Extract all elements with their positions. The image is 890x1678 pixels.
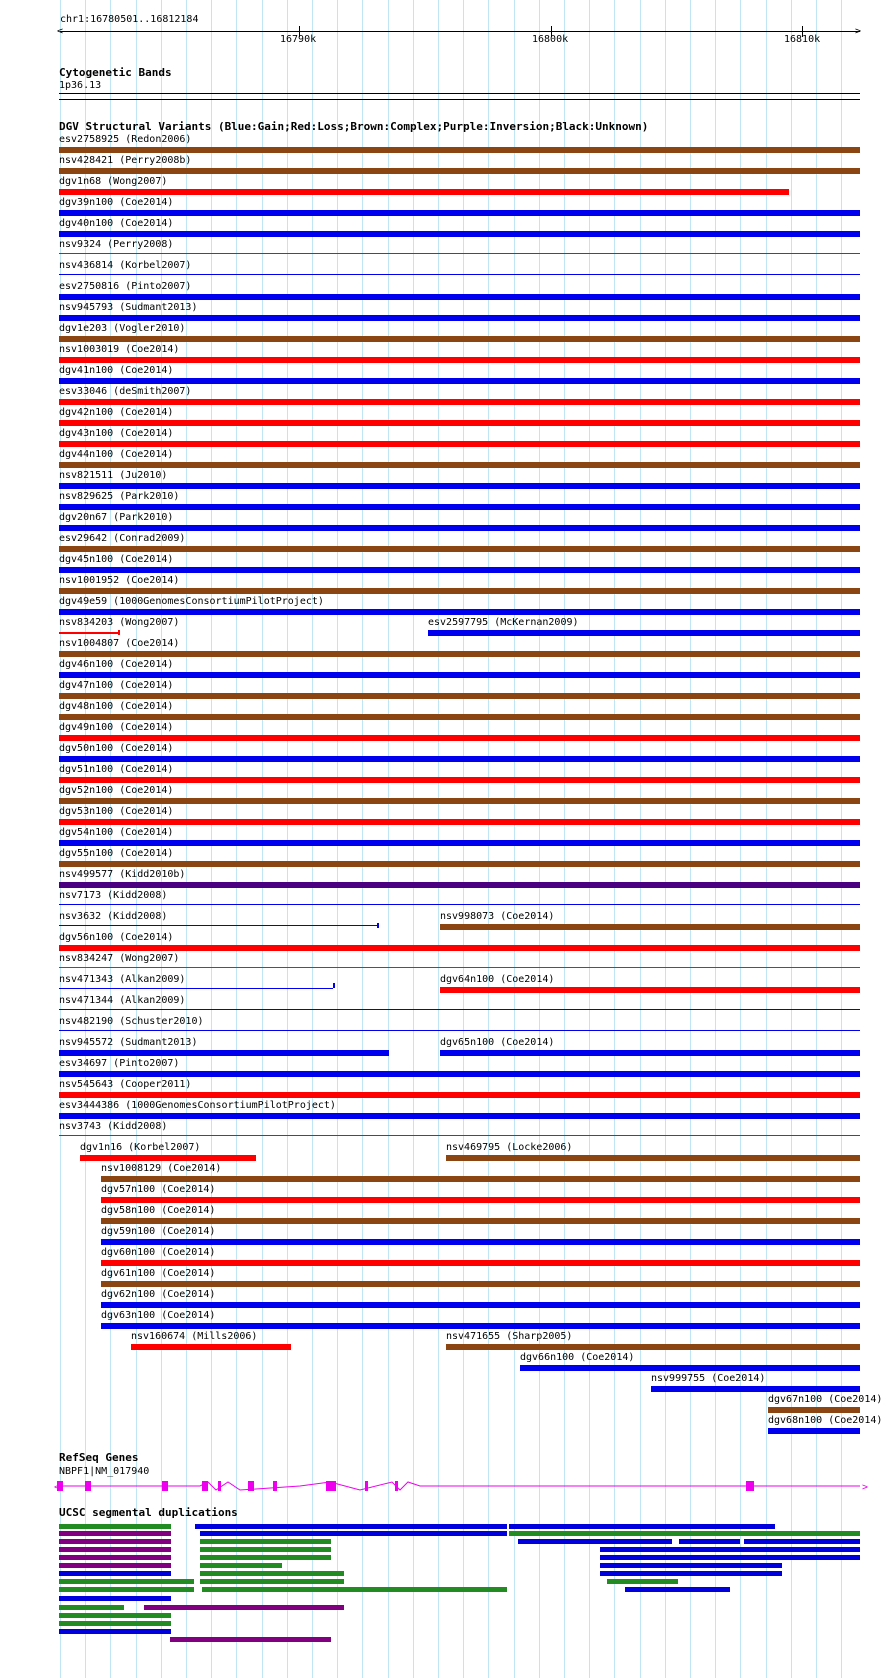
segdup-bar[interactable]	[59, 1613, 171, 1618]
segdup-bar[interactable]	[200, 1563, 282, 1568]
variant-label[interactable]: nsv834247 (Wong2007)	[59, 953, 180, 964]
gene-exon	[202, 1481, 208, 1491]
variant-label[interactable]: dgv46n100 (Coe2014)	[59, 659, 174, 670]
variant-label[interactable]: dgv63n100 (Coe2014)	[101, 1310, 216, 1321]
segdup-bar[interactable]	[144, 1605, 344, 1610]
track-title: Cytogenetic Bands	[59, 66, 172, 79]
variant-label[interactable]: dgv61n100 (Coe2014)	[101, 1268, 216, 1279]
variant-label[interactable]: nsv834203 (Wong2007)	[59, 617, 180, 628]
variant-label[interactable]: esv34697 (Pinto2007)	[59, 1058, 180, 1069]
segdup-bar[interactable]	[200, 1571, 344, 1576]
variant-label[interactable]: dgv65n100 (Coe2014)	[440, 1037, 555, 1048]
variant-label[interactable]: nsv428421 (Perry2008b)	[59, 155, 192, 166]
ruler-right-arrow-icon: >	[855, 26, 862, 37]
segdup-bar[interactable]	[600, 1571, 782, 1576]
variant-label[interactable]: esv2597795 (McKernan2009)	[428, 617, 579, 628]
gene-exon	[85, 1481, 91, 1491]
segdup-bar[interactable]	[59, 1596, 171, 1601]
ruler-tick-label: 16790k	[280, 34, 317, 45]
gene-label[interactable]: NBPF1|NM_017940	[59, 1466, 150, 1477]
variant-label[interactable]: dgv41n100 (Coe2014)	[59, 365, 174, 376]
variant-label[interactable]: dgv50n100 (Coe2014)	[59, 743, 174, 754]
segdup-bar[interactable]	[59, 1621, 171, 1626]
variant-label[interactable]: esv33046 (deSmith2007)	[59, 386, 192, 397]
variant-label[interactable]: esv29642 (Conrad2009)	[59, 533, 186, 544]
track-title: DGV Structural Variants (Blue:Gain;Red:Loss;Brown:Complex;Purple:Inversion;Black:Unknown)	[59, 120, 649, 133]
variant-label[interactable]: dgv1n68 (Wong2007)	[59, 176, 168, 187]
variant-label[interactable]: dgv42n100 (Coe2014)	[59, 407, 174, 418]
variant-label[interactable]: dgv47n100 (Coe2014)	[59, 680, 174, 691]
variant-label[interactable]: dgv56n100 (Coe2014)	[59, 932, 174, 943]
variant-label[interactable]: nsv821511 (Ju2010)	[59, 470, 168, 481]
variant-label[interactable]: dgv52n100 (Coe2014)	[59, 785, 174, 796]
variant-label[interactable]: esv3444386 (1000GenomesConsortiumPilotProject)	[59, 1100, 336, 1111]
variant-label[interactable]: nsv482190 (Schuster2010)	[59, 1016, 204, 1027]
variant-label[interactable]: dgv49e59 (1000GenomesConsortiumPilotProject)	[59, 596, 324, 607]
gene-exon	[326, 1481, 336, 1491]
variant-label[interactable]: nsv9324 (Perry2008)	[59, 239, 174, 250]
variant-label[interactable]: dgv57n100 (Coe2014)	[101, 1184, 216, 1195]
segdup-bar[interactable]	[679, 1539, 740, 1544]
variant-label[interactable]: dgv60n100 (Coe2014)	[101, 1247, 216, 1258]
variant-label[interactable]: nsv998073 (Coe2014)	[440, 911, 555, 922]
ruler-tick-label: 16810k	[784, 34, 821, 45]
variant-label[interactable]: nsv1001952 (Coe2014)	[59, 575, 180, 586]
gene-exon	[273, 1481, 277, 1491]
segdup-bar[interactable]	[59, 1547, 171, 1552]
variant-label[interactable]: nsv1004807 (Coe2014)	[59, 638, 180, 649]
segdup-bar[interactable]	[200, 1539, 331, 1544]
ruler-left-arrow-icon: <	[57, 26, 64, 37]
segdup-bar[interactable]	[744, 1539, 860, 1544]
segdup-bar[interactable]	[59, 1579, 194, 1584]
variant-label[interactable]: nsv999755 (Coe2014)	[651, 1373, 766, 1384]
segdup-bar[interactable]	[200, 1547, 331, 1552]
variant-label[interactable]: dgv62n100 (Coe2014)	[101, 1289, 216, 1300]
variant-label[interactable]: nsv499577 (Kidd2010b)	[59, 869, 186, 880]
variant-label[interactable]: nsv945793 (Sudmant2013)	[59, 302, 198, 313]
variant-label[interactable]: nsv471343 (Alkan2009)	[59, 974, 186, 985]
gene-strand-arrow-icon: >	[862, 1482, 869, 1493]
variant-label[interactable]: dgv55n100 (Coe2014)	[59, 848, 174, 859]
variant-label[interactable]: dgv68n100 (Coe2014)	[768, 1415, 883, 1426]
variant-label[interactable]: dgv54n100 (Coe2014)	[59, 827, 174, 838]
segdup-bar[interactable]	[59, 1524, 171, 1529]
variant-label[interactable]: dgv58n100 (Coe2014)	[101, 1205, 216, 1216]
variant-label[interactable]: dgv39n100 (Coe2014)	[59, 197, 174, 208]
segdup-bar[interactable]	[200, 1555, 331, 1560]
track-title: UCSC segmental duplications	[59, 1506, 238, 1519]
variant-label[interactable]: esv2750816 (Pinto2007)	[59, 281, 192, 292]
segdup-bar[interactable]	[600, 1563, 782, 1568]
variant-label[interactable]: esv2758925 (Redon2006)	[59, 134, 192, 145]
variant-label[interactable]: nsv1003019 (Coe2014)	[59, 344, 180, 355]
variant-label[interactable]: nsv436814 (Korbel2007)	[59, 260, 192, 271]
band-label: 1p36.13	[59, 80, 102, 91]
variant-label[interactable]: nsv3743 (Kidd2008)	[59, 1121, 168, 1132]
variant-label[interactable]: dgv44n100 (Coe2014)	[59, 449, 174, 460]
segdup-bar[interactable]	[518, 1539, 672, 1544]
gene-exon	[248, 1481, 254, 1491]
variant-label[interactable]: nsv3632 (Kidd2008)	[59, 911, 168, 922]
gene-exon	[395, 1481, 398, 1491]
variant-label[interactable]: nsv471344 (Alkan2009)	[59, 995, 186, 1006]
gene-exon	[746, 1481, 754, 1491]
variant-label[interactable]: dgv48n100 (Coe2014)	[59, 701, 174, 712]
segdup-bar[interactable]	[59, 1605, 124, 1610]
variant-label[interactable]: dgv40n100 (Coe2014)	[59, 218, 174, 229]
segdup-bar[interactable]	[59, 1629, 171, 1634]
variant-label[interactable]: nsv471655 (Sharp2005)	[446, 1331, 573, 1342]
variant-label[interactable]: dgv1n16 (Korbel2007)	[80, 1142, 201, 1153]
variant-label[interactable]: nsv1008129 (Coe2014)	[101, 1163, 222, 1174]
ruler-tick-label: 16800k	[532, 34, 569, 45]
segdup-bar[interactable]	[509, 1531, 860, 1536]
segdup-bar[interactable]	[59, 1555, 171, 1560]
variant-label[interactable]: dgv64n100 (Coe2014)	[440, 974, 555, 985]
variant-label[interactable]: dgv66n100 (Coe2014)	[520, 1352, 635, 1363]
variant-label[interactable]: dgv53n100 (Coe2014)	[59, 806, 174, 817]
variant-label[interactable]: nsv469795 (Locke2006)	[446, 1142, 573, 1153]
segdup-bar[interactable]	[59, 1531, 171, 1536]
variant-label[interactable]: nsv7173 (Kidd2008)	[59, 890, 168, 901]
gene-strand-arrow-icon: <	[54, 1482, 61, 1493]
variant-label[interactable]: dgv67n100 (Coe2014)	[768, 1394, 883, 1405]
segdup-bar[interactable]	[607, 1579, 678, 1584]
segdup-bar[interactable]	[625, 1587, 730, 1592]
segdup-bar[interactable]	[200, 1531, 507, 1536]
segdup-bar[interactable]	[170, 1637, 331, 1642]
gene-exon	[218, 1481, 221, 1491]
track-title: RefSeq Genes	[59, 1451, 139, 1464]
variant-label[interactable]: dgv51n100 (Coe2014)	[59, 764, 174, 775]
segdup-bar[interactable]	[509, 1524, 775, 1529]
segdup-bar[interactable]	[600, 1555, 860, 1560]
position-label: chr1:16780501..16812184	[60, 14, 199, 25]
segdup-bar[interactable]	[59, 1563, 171, 1568]
gene-exon	[365, 1481, 368, 1491]
segdup-bar[interactable]	[200, 1579, 344, 1584]
variant-label[interactable]: nsv945572 (Sudmant2013)	[59, 1037, 198, 1048]
gene-exon	[162, 1481, 168, 1491]
segdup-bar[interactable]	[600, 1547, 860, 1552]
variant-label[interactable]: dgv1e203 (Vogler2010)	[59, 323, 186, 334]
variant-label[interactable]: nsv160674 (Mills2006)	[131, 1331, 258, 1342]
segdup-bar[interactable]	[59, 1571, 171, 1576]
gene-intron-line	[59, 1482, 860, 1490]
segdup-bar[interactable]	[195, 1524, 507, 1529]
segdup-bar[interactable]	[59, 1539, 171, 1544]
variant-label[interactable]: dgv45n100 (Coe2014)	[59, 554, 174, 565]
variant-label[interactable]: dgv59n100 (Coe2014)	[101, 1226, 216, 1237]
variant-label[interactable]: nsv829625 (Park2010)	[59, 491, 180, 502]
variant-label[interactable]: dgv20n67 (Park2010)	[59, 512, 174, 523]
variant-label[interactable]: nsv545643 (Cooper2011)	[59, 1079, 192, 1090]
segdup-bar[interactable]	[202, 1587, 507, 1592]
variant-label[interactable]: dgv49n100 (Coe2014)	[59, 722, 174, 733]
variant-label[interactable]: dgv43n100 (Coe2014)	[59, 428, 174, 439]
segdup-bar[interactable]	[59, 1587, 194, 1592]
